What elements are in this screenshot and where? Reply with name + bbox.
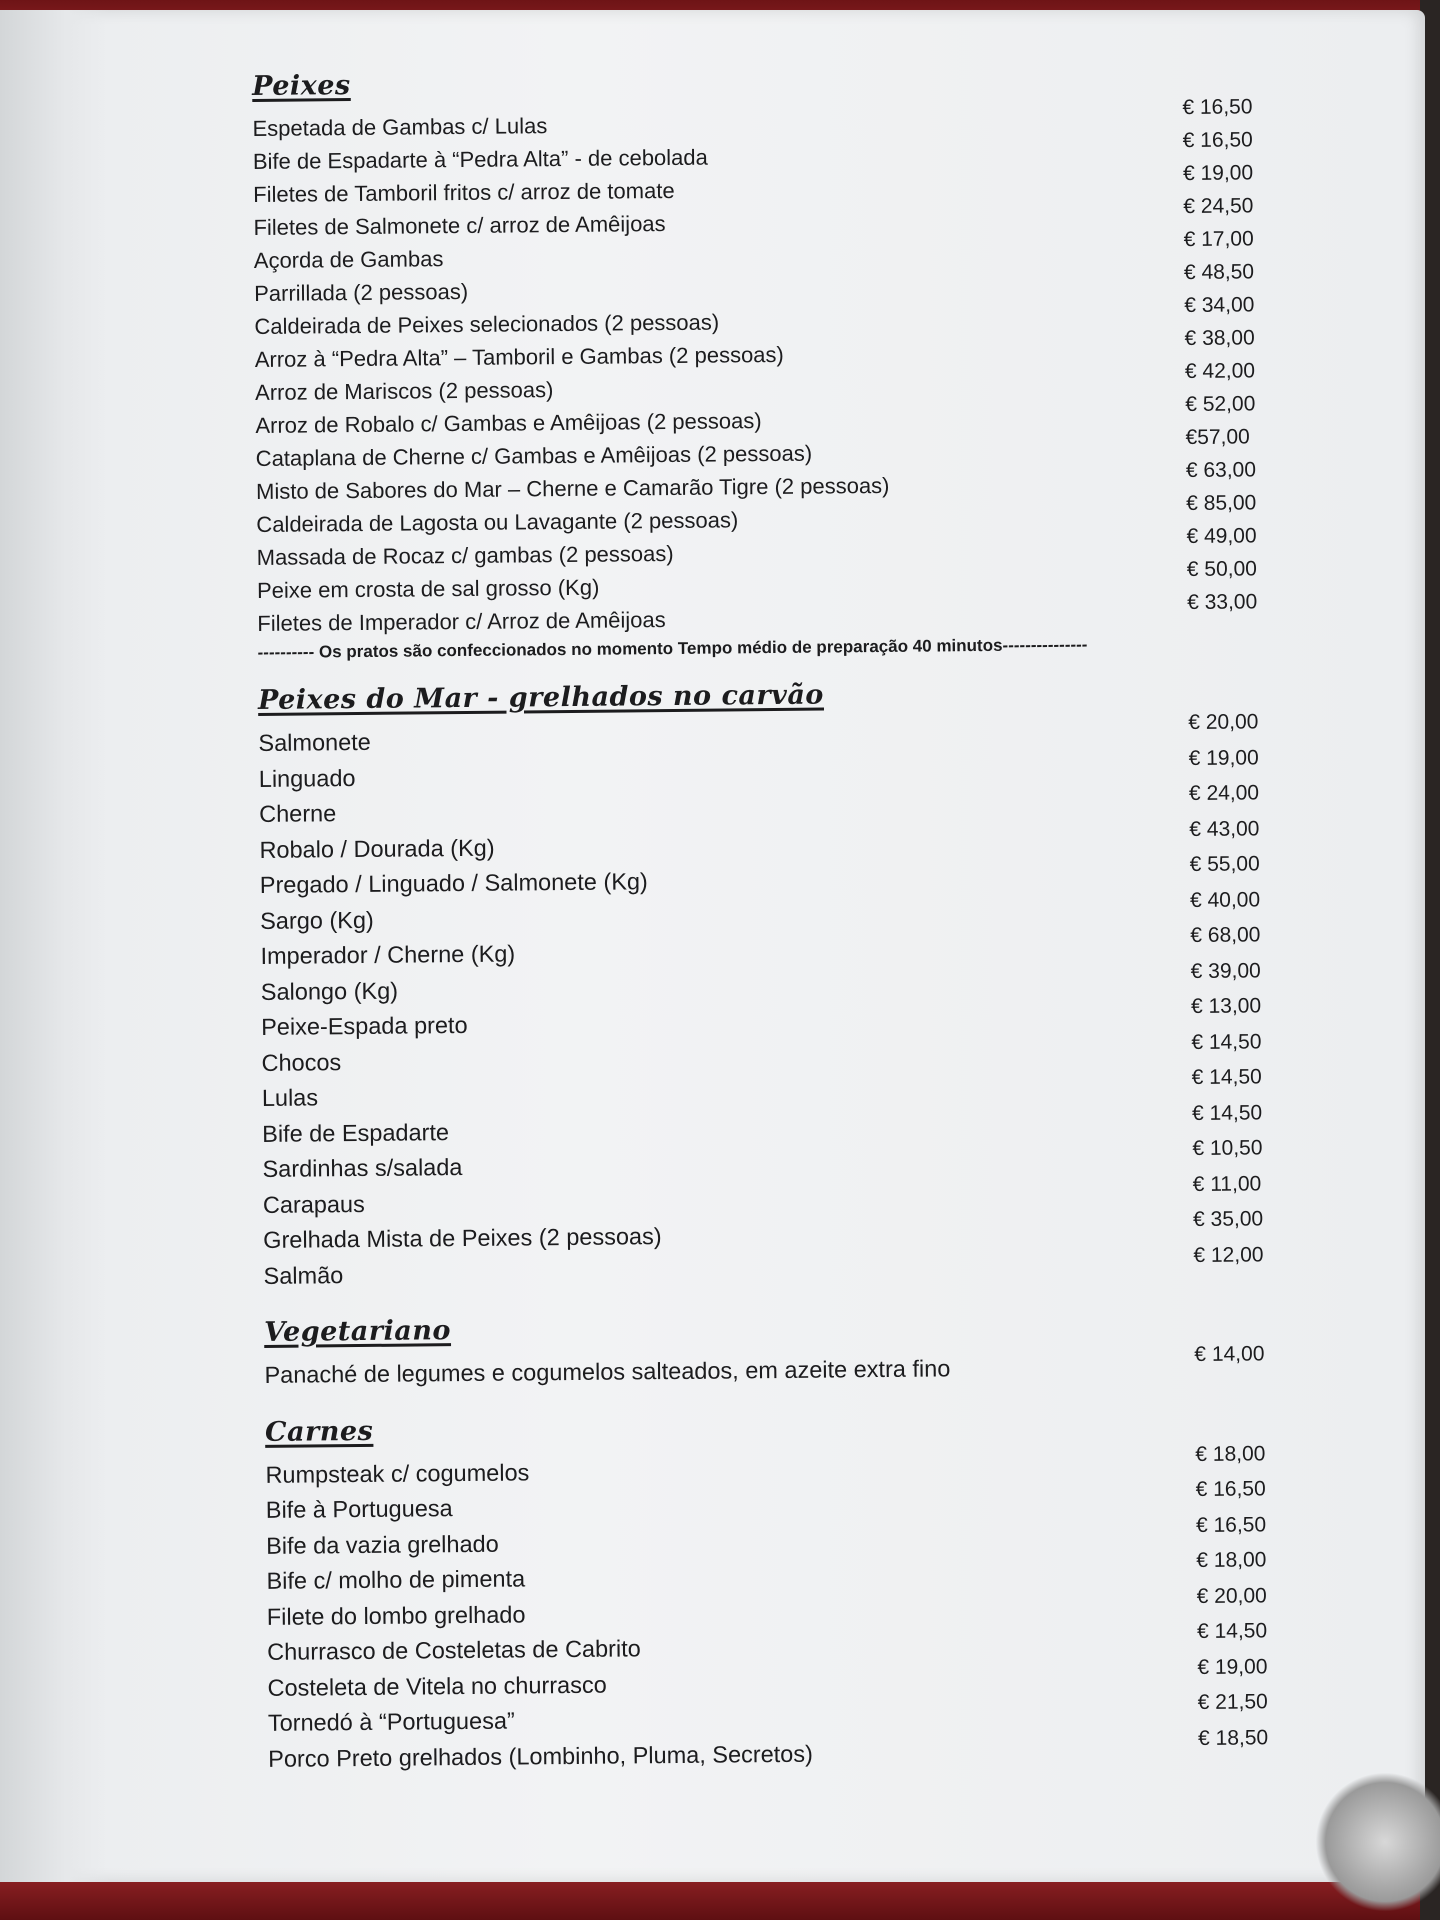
item-price: € 20,00: [1188, 710, 1259, 735]
item-price: € 14,50: [1191, 1029, 1262, 1054]
menu-content: [252, 60, 1308, 1777]
item-price: € 19,00: [1182, 161, 1254, 186]
item-price: € 16,50: [1195, 1477, 1266, 1502]
item-name: Lulas: [261, 1084, 319, 1111]
item-name: Porco Preto grelhados (Lombinho, Pluma, Secretos): [268, 1740, 814, 1772]
item-price: € 85,00: [1186, 491, 1257, 516]
item-name: Tornedó à “Portuguesa”: [267, 1707, 515, 1736]
item-price: € 50,00: [1186, 557, 1258, 582]
item-price: € 11,00: [1192, 1171, 1262, 1196]
item-price: € 35,00: [1192, 1207, 1264, 1232]
item-name: Filete do lombo grelhado: [266, 1600, 526, 1630]
item-name: Filetes de Salmonete c/ arroz de Amêijoas: [253, 211, 666, 240]
item-price: € 14,50: [1191, 1100, 1263, 1125]
item-name: Filetes de Tamboril fritos c/ arroz de tomate: [253, 177, 675, 207]
item-price: € 14,50: [1196, 1619, 1268, 1643]
section-peixes-do-mar: [258, 674, 1304, 1294]
item-name: Misto de Sabores do Mar – Cherne e Camarão Tigre (2 pessoas): [255, 472, 890, 504]
item-name: Espetada de Gambas c/ Lulas: [252, 113, 548, 141]
item-price: € 24,00: [1188, 781, 1260, 806]
section-peixes: [252, 60, 1298, 666]
item-name: Sardinhas s/salada: [262, 1154, 463, 1182]
item-price: € 20,00: [1196, 1583, 1267, 1608]
item-name: Peixe-Espada preto: [261, 1011, 468, 1040]
item-name: Açorda de Gambas: [253, 246, 444, 273]
item-name: Filetes de Imperador c/ Arroz de Amêijoas: [257, 607, 666, 636]
item-price: € 21,50: [1197, 1690, 1268, 1714]
item-name: Pregado / Linguado / Salmonete (Kg): [259, 868, 648, 898]
item-price: € 43,00: [1189, 816, 1260, 841]
item-name: Salmão: [263, 1261, 344, 1289]
item-name: Sargo (Kg): [260, 906, 374, 934]
items-carnes: [265, 1441, 1308, 1776]
item-name: Cataplana de Cherne c/ Gambas e Amêijoas (2 pessoas): [255, 440, 813, 471]
item-price: € 10,50: [1192, 1136, 1263, 1161]
section-title-vegetariano: Vegetariano: [263, 1315, 452, 1348]
item-name: Robalo / Dourada (Kg): [259, 834, 495, 863]
item-name: Parrillada (2 pessoas): [254, 278, 469, 306]
item-price: € 55,00: [1189, 852, 1260, 877]
item-name: Chocos: [261, 1048, 342, 1076]
item-price: € 24,50: [1183, 194, 1254, 219]
item-price: € 14,00: [1194, 1342, 1265, 1367]
item-name: Salmonete: [258, 728, 371, 756]
item-name: Arroz de Mariscos (2 pessoas): [254, 377, 554, 405]
preparation-note: ---------- Os pratos são confeccionados no momento Tempo médio de preparação 40 minutos---------------: [257, 635, 1088, 662]
item-price: € 40,00: [1189, 887, 1261, 912]
section-carnes: [265, 1405, 1308, 1776]
items-peixes: [252, 95, 1297, 640]
item-name: Caldeirada de Lagosta ou Lavagante (2 pessoas): [256, 507, 739, 537]
item-name: Massada de Rocaz c/ gambas (2 pessoas): [256, 540, 674, 570]
item-price: €57,00: [1185, 425, 1250, 450]
item-name: Churrasco de Costeletas de Cabrito: [267, 1635, 641, 1665]
item-price: € 39,00: [1190, 958, 1261, 983]
item-price: € 19,00: [1197, 1654, 1268, 1679]
item-name: Arroz à “Pedra Alta” – Tamboril e Gambas (2 pessoas): [254, 341, 784, 372]
section-title-peixes: Peixes: [252, 70, 351, 102]
section-title-peixes-do-mar: Peixes do Mar - grelhados no carvão: [257, 679, 825, 716]
item-name: Bife c/ molho de pimenta: [266, 1565, 526, 1594]
item-price: € 18,50: [1197, 1725, 1269, 1750]
item-name: Imperador / Cherne (Kg): [260, 940, 516, 969]
items-peixes-do-mar: [258, 710, 1303, 1294]
item-price: € 12,00: [1193, 1242, 1264, 1267]
item-name: Grelhada Mista de Peixes (2 pessoas): [263, 1223, 662, 1253]
item-price: € 49,00: [1186, 524, 1257, 549]
section-title-carnes: Carnes: [264, 1415, 374, 1448]
item-price: € 18,00: [1196, 1548, 1267, 1573]
item-price: € 33,00: [1187, 590, 1258, 615]
item-name: Panaché de legumes e cogumelos salteados, em azeite extra fino: [264, 1355, 951, 1388]
item-price: € 16,50: [1182, 95, 1253, 120]
item-price: € 63,00: [1185, 458, 1257, 483]
page-fold: [0, 10, 110, 1882]
item-price: € 42,00: [1184, 359, 1256, 384]
item-price: € 18,00: [1195, 1441, 1266, 1466]
item-name: Bife à Portuguesa: [265, 1495, 453, 1523]
item-name: Caldeirada de Peixes selecionados (2 pessoas): [254, 309, 720, 339]
item-name: Cherne: [259, 800, 337, 827]
item-name: Peixe em crosta de sal grosso (Kg): [256, 574, 600, 603]
item-name: Linguado: [258, 764, 356, 792]
item-name: Salongo (Kg): [260, 977, 399, 1005]
item-name: Carapaus: [262, 1190, 365, 1218]
item-name: Costeleta de Vitela no churrasco: [267, 1671, 607, 1701]
item-price: € 34,00: [1184, 293, 1255, 318]
item-price: € 68,00: [1190, 923, 1261, 948]
item-price: € 13,00: [1190, 994, 1262, 1019]
item-price: € 16,50: [1195, 1512, 1267, 1537]
item-name: Bife da vazia grelhado: [266, 1530, 499, 1559]
item-price: € 14,50: [1191, 1065, 1262, 1090]
item-price: € 19,00: [1188, 745, 1259, 770]
item-price: € 48,50: [1183, 260, 1255, 285]
item-price: € 52,00: [1185, 392, 1256, 417]
section-vegetariano: [264, 1306, 1305, 1393]
item-name: Bife de Espadarte: [262, 1118, 450, 1147]
item-price: € 16,50: [1182, 128, 1253, 153]
item-price: € 38,00: [1184, 326, 1255, 351]
item-name: Bife de Espadarte à “Pedra Alta” - de cebolada: [252, 144, 708, 174]
item-name: Rumpsteak c/ cogumelos: [265, 1458, 530, 1488]
item-name: Arroz de Robalo c/ Gambas e Amêijoas (2 pessoas): [255, 408, 762, 438]
item-price: € 17,00: [1183, 227, 1254, 252]
tablecloth-bottom: [0, 1880, 1440, 1920]
